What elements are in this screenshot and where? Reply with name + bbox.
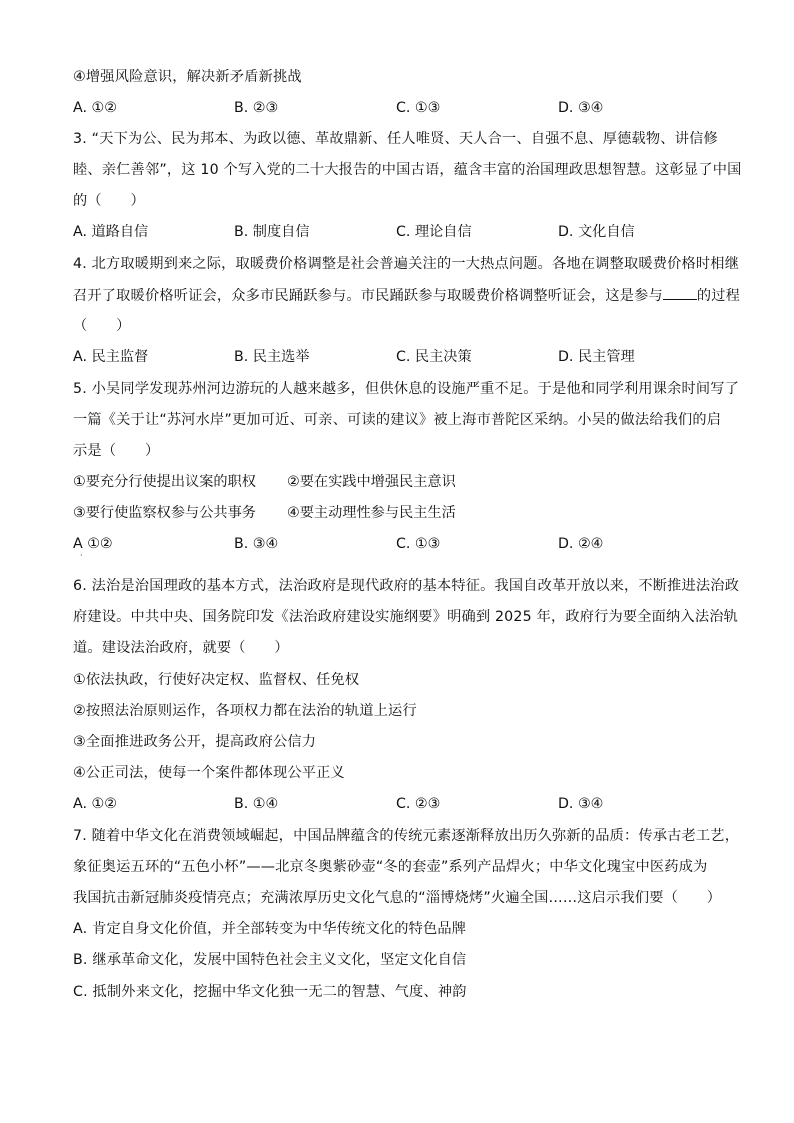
q6-options xyxy=(73,794,733,814)
q3-option-d[interactable]: D. 文化自信 xyxy=(558,224,635,240)
q5-statement-3: ③要行使监察权参与公共事务 xyxy=(73,505,256,521)
q6-stem-line-3: 道。建设法治政府，就要（ ） xyxy=(73,640,289,656)
q6-stem-line-1: 6. 法治是治国理政的基本方式，法治政府是现代政府的基本特征。我国自改革开放以来，不断推进法治政 xyxy=(73,578,740,594)
q4-option-b[interactable]: B. 民主选举 xyxy=(234,349,310,365)
q4-option-d[interactable]: D. 民主管理 xyxy=(558,349,635,365)
q6-statement-3: ③全面推进政务公开，提高政府公信力 xyxy=(73,734,317,750)
q7-stem-line-1: 7. 随着中华文化在消费领域崛起，中国品牌蕴含的传统元素逐渐释放出历久弥新的品质：传承古老工艺， xyxy=(73,828,740,844)
q2-option-c[interactable]: C. ①③ xyxy=(396,100,441,116)
q5-options xyxy=(73,534,733,554)
q5-statement-1: ①要充分行使提出议案的职权 xyxy=(73,474,256,490)
answer-blank xyxy=(663,285,697,300)
q5-statement-4: ④要主动理性参与民主生活 xyxy=(287,505,456,521)
q2-options xyxy=(73,98,733,118)
q2-option-a[interactable]: A. ①② xyxy=(73,100,117,116)
q4-stem-line-3: （ ） xyxy=(73,318,131,334)
q4-stem-line-2-end: 的过程 xyxy=(696,288,741,304)
q7-stem-line-2: 象征奥运五环的“五色小杯”——北京冬奥紫砂壶“冬的套壶”系列产品焊火；中华文化瑰宝中医药成为 xyxy=(73,859,708,875)
q3-stem-line-2: 睦、亲仁善邻”，这 10 个写入党的二十大报告的中国古语，蕴含丰富的治国理政思想智慧。这彰显了中国 xyxy=(73,162,742,178)
q7-option-a[interactable]: A. 肯定自身文化价值，并全部转变为中华传统文化的特色品牌 xyxy=(73,921,467,937)
q5-statement-2: ②要在实践中增强民主意识 xyxy=(287,474,456,490)
q4-option-a[interactable]: A. 民主监督 xyxy=(73,349,149,365)
q3-stem-line-1: 3. “天下为公、民为邦本、为政以德、革故鼎新、任人唯贤、天人合一、自强不息、厚德载物、讲信修 xyxy=(73,131,718,147)
q5-option-c[interactable]: C. ①③ xyxy=(396,536,441,552)
q3-option-c[interactable]: C. 理论自信 xyxy=(396,224,472,240)
q5-stem-line-3: 示是（ ） xyxy=(73,443,160,459)
q3-stem-line-3: 的（ ） xyxy=(73,193,145,209)
q2-statement-4: ④增强风险意识，解决新矛盾新挑战 xyxy=(73,69,302,85)
q2-option-d[interactable]: D. ③④ xyxy=(558,100,604,116)
q2-option-b[interactable]: B. ②③ xyxy=(234,100,279,116)
stray-dot: · xyxy=(80,551,83,560)
q6-statement-2: ②按照法治原则运作，各项权力都在法治的轨道上运行 xyxy=(73,703,417,719)
q4-stem-line-2 xyxy=(73,285,740,306)
q3-option-b[interactable]: B. 制度自信 xyxy=(234,224,310,240)
q7-stem-line-3: 我国抗击新冠肺炎疫情亮点；充满浓厚历史文化气息的“淄博烧烤”火遍全国……这启示我们要（ ） xyxy=(73,890,722,906)
q5-stem-line-1: 5. 小吴同学发现苏州河边游玩的人越来越多，但供休息的设施严重不足。于是他和同学利用课余时间写了 xyxy=(73,381,740,397)
q6-statement-1: ①依法执政，行使好决定权、监督权、任免权 xyxy=(73,672,360,688)
q4-option-c[interactable]: C. 民主决策 xyxy=(396,349,472,365)
q6-statement-4: ④公正司法，使每一个案件都体现公平正义 xyxy=(73,765,345,781)
q5-option-a[interactable]: A ①② xyxy=(73,536,113,552)
q3-options xyxy=(73,222,733,242)
q6-stem-line-2: 府建设。中共中央、国务院印发《法治政府建设实施纲要》明确到 2025 年，政府行为要全面纳入法治轨 xyxy=(73,609,738,625)
q6-option-c[interactable]: C. ②③ xyxy=(396,796,441,812)
q6-option-b[interactable]: B. ①④ xyxy=(234,796,279,812)
q4-stem-line-1: 4. 北方取暖期到来之际，取暖费价格调整是社会普遍关注的一大热点问题。各地在调整取暖费价格时相继 xyxy=(73,256,740,272)
q3-option-a[interactable]: A. 道路自信 xyxy=(73,224,149,240)
q5-option-b[interactable]: B. ③④ xyxy=(234,536,279,552)
q4-options xyxy=(73,347,733,367)
q7-option-c[interactable]: C. 抵制外来文化，挖掘中华文化独一无二的智慧、气度、神韵 xyxy=(73,984,467,1000)
q6-option-d[interactable]: D. ③④ xyxy=(558,796,604,812)
q7-option-b[interactable]: B. 继承革命文化，发展中国特色社会主义文化，坚定文化自信 xyxy=(73,952,467,968)
q5-option-d[interactable]: D. ②④ xyxy=(558,536,604,552)
q4-stem-line-2-start: 召开了取暖价格听证会，众多市民踊跃参与。市民踊跃参与取暖费价格调整听证会，这是参与 xyxy=(73,288,663,304)
q6-option-a[interactable]: A. ①② xyxy=(73,796,117,812)
q5-stem-line-2: 一篇《关于让“苏河水岸”更加可近、可亲、可读的建议》被上海市普陀区采纳。小吴的做法给我们的启 xyxy=(73,412,722,428)
